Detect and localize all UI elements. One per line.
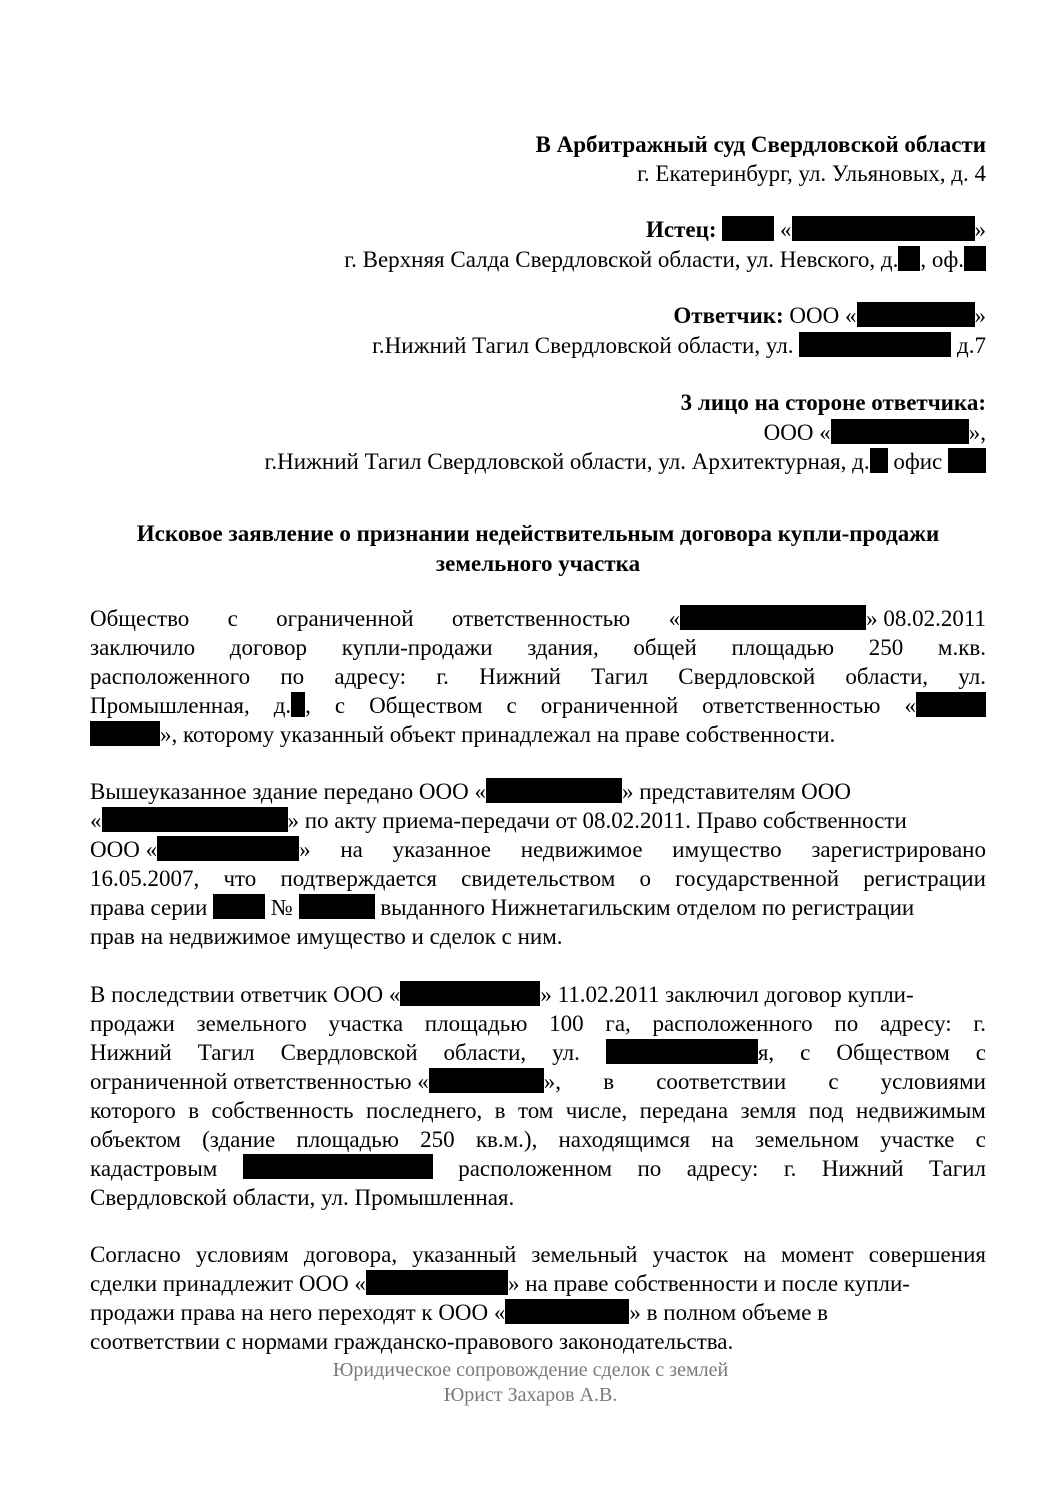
footer-line-1: Юридическое сопровождение сделок с землей [332, 1359, 729, 1381]
text-fragment: » в полном объеме в [629, 1300, 829, 1325]
office-word: офис [893, 449, 943, 474]
text-fragment: », которому указанный объект принадлежал на праве собственности. [160, 722, 836, 747]
redaction-bar [102, 807, 288, 832]
p4-line-2 [90, 1269, 986, 1298]
word: с [334, 693, 346, 718]
word: момент [780, 1242, 854, 1267]
word: соответствии [656, 1069, 787, 1094]
word: передана [639, 1098, 729, 1123]
word: Свердловской [280, 1040, 418, 1065]
word: 100 [549, 1011, 584, 1036]
word: указанный [412, 1242, 517, 1267]
plaintiff-label: Истец: [645, 217, 717, 242]
word: Промышленная, [90, 693, 250, 718]
word: адресу: [686, 1156, 759, 1181]
word: адресу: [334, 664, 407, 689]
p2-line-3 [90, 835, 986, 864]
word: последнего, [365, 1098, 483, 1123]
redacted-group [606, 1038, 774, 1067]
word: д. [273, 693, 292, 718]
defendant-house: д.7 [957, 333, 986, 358]
third-party-org: ООО « [763, 420, 831, 445]
p4-line-3 [90, 1298, 986, 1327]
word: по [637, 1156, 662, 1181]
word: земельном [755, 1127, 859, 1152]
word: Обществом [836, 1040, 950, 1065]
word: имущество [672, 837, 782, 862]
word: адресу: [879, 1011, 952, 1036]
p2-line-5 [90, 893, 986, 922]
text-fragment: продажи права на него переходят к ООО « [90, 1300, 506, 1325]
defendant-address: г.Нижний Тагил Свердловской области, ул. [372, 333, 794, 358]
text-fragment: права серии [90, 895, 208, 920]
word: земельный [531, 1242, 638, 1267]
word: с [975, 1040, 986, 1065]
redaction-bar [291, 692, 305, 717]
word: , [305, 693, 311, 718]
word: Нижний [479, 664, 561, 689]
text-fragment: » на праве собственности и после купли- [507, 1271, 910, 1296]
word: с [800, 1040, 811, 1065]
word: на [743, 1242, 766, 1267]
p1-line-4 [90, 691, 986, 720]
open-quote: « [90, 808, 102, 833]
text-fragment: ООО « [90, 837, 158, 862]
text-fragment: выданного Нижнетагильским отделом по регистрации [380, 895, 915, 920]
word: которого [90, 1098, 176, 1123]
word: земельного [196, 1011, 307, 1036]
redacted-group [274, 691, 311, 720]
word: подтверждается [280, 866, 437, 891]
word: указанное [392, 837, 491, 862]
word: объектом [90, 1127, 181, 1152]
word: под [808, 1098, 844, 1123]
p2-line-2 [90, 806, 986, 835]
word: расположенном [458, 1156, 613, 1181]
redaction-bar [948, 448, 986, 473]
word: в [188, 1098, 200, 1123]
open-quote: « [668, 606, 681, 631]
p1-line-3 [90, 662, 986, 691]
word: свидетельством [461, 866, 616, 891]
page-footer [0, 1358, 1061, 1408]
close-quote: » [974, 303, 986, 328]
word: Нижний [821, 1156, 904, 1181]
word: г. [973, 1011, 986, 1036]
close-quote: » [974, 217, 986, 242]
third-party-address: г.Нижний Тагил Свердловской области, ул. Архитектурная, д. [264, 449, 870, 474]
redaction-bar [243, 1154, 433, 1179]
open-quote: « [780, 217, 792, 242]
p4-line-4: соответствии с нормами гражданско-правового законодательства. [90, 1329, 734, 1354]
word: государственной [675, 866, 840, 891]
court-address: г. Екатеринбург, ул. Ульяновых, д. 4 [637, 161, 986, 186]
third-party-label: 3 лицо на стороне ответчика: [680, 390, 986, 415]
document-title [90, 519, 986, 579]
p3-line-4 [90, 1067, 986, 1096]
office-abbr: , оф. [920, 247, 964, 272]
word: ответственностью [451, 606, 631, 631]
redacted-group [90, 1067, 561, 1096]
title-line-2: земельного участка [435, 551, 641, 576]
word: купли-продажи [341, 635, 493, 660]
redaction-bar [680, 605, 866, 630]
redaction-bar [898, 246, 920, 271]
word: г. [783, 1156, 797, 1181]
redaction-bar [792, 216, 975, 241]
redaction-bar [157, 836, 299, 861]
word: о [639, 866, 651, 891]
p3-line-8: Свердловской области, ул. Промышленная. [90, 1185, 515, 1210]
word: 16.05.2007, [90, 866, 200, 891]
word: договор [229, 635, 308, 660]
redaction-bar [870, 448, 888, 473]
text-fragment: » 11.02.2011 заключил договор купли- [540, 982, 914, 1007]
word: площадью [296, 1127, 399, 1152]
text-fragment: В последствии ответчик ООО « [90, 982, 401, 1007]
word: по [280, 664, 305, 689]
defendant-org: ООО « [789, 303, 857, 328]
redaction-bar [964, 246, 986, 271]
word: га, [605, 1011, 631, 1036]
defendant-line [150, 301, 986, 330]
word: », [543, 1069, 562, 1094]
text-fragment: ограниченной ответственностью « [90, 1069, 429, 1094]
word: г. [436, 664, 449, 689]
p3-line-2 [90, 1009, 986, 1038]
p4-line-1 [90, 1240, 986, 1269]
word: находящимся [558, 1127, 691, 1152]
word: зарегистрировано [811, 837, 986, 862]
redacted-group [90, 835, 311, 864]
plaintiff-address-line [150, 245, 986, 274]
word: ограниченной [276, 606, 414, 631]
text-fragment: » представителям ООО [621, 779, 851, 804]
p1-line-5 [90, 720, 986, 749]
defendant-address-line [150, 331, 986, 360]
word: условиям [195, 1242, 289, 1267]
word: кв.м.), [475, 1127, 538, 1152]
text-fragment: » по акту приема-передачи от 08.02.2011. Право собственности [287, 808, 907, 833]
redaction-bar [429, 1068, 544, 1093]
third-party-line [150, 418, 986, 447]
word: м.кв. [937, 635, 986, 660]
word: Согласно [90, 1242, 181, 1267]
text-fragment: сделки принадлежит ООО « [90, 1271, 366, 1296]
word: ул. [552, 1040, 580, 1065]
word: здания, [527, 635, 599, 660]
word: что [223, 866, 257, 891]
p1-line-1 [90, 604, 986, 633]
word: на [340, 837, 363, 862]
word: области, [845, 664, 929, 689]
p3-line-3 [90, 1038, 986, 1067]
p2-line-4 [90, 864, 986, 893]
redaction-bar [366, 1270, 508, 1295]
word: (здание [202, 1127, 276, 1152]
redaction-bar [486, 778, 622, 803]
word: земля [740, 1098, 797, 1123]
number-sign: № [270, 895, 293, 920]
word: Свердловской [678, 664, 816, 689]
redaction-bar [90, 721, 160, 746]
word: недвижимое [520, 837, 643, 862]
word: регистрации [863, 866, 986, 891]
open-quote: « [904, 693, 916, 718]
p1-line-2 [90, 633, 986, 662]
p2-line-1 [90, 777, 986, 806]
redacted-group [904, 691, 986, 720]
word: Тагил [929, 1156, 986, 1181]
redaction-bar [722, 216, 774, 241]
word: Тагил [591, 664, 649, 689]
word: том [517, 1098, 554, 1123]
p2-line-6: прав на недвижимое имущество и сделок с ним. [90, 924, 563, 949]
redaction-bar [831, 419, 969, 444]
word: расположенного [652, 1011, 813, 1036]
third-party-address-line [150, 447, 986, 476]
word: продажи [90, 1011, 175, 1036]
word: условиями [880, 1069, 986, 1094]
word: Обществом [369, 693, 483, 718]
word: области, [443, 1040, 527, 1065]
defendant-label: Ответчик: [673, 303, 784, 328]
court-name: В Арбитражный суд Свердловской области [535, 132, 986, 157]
word: участок [652, 1242, 729, 1267]
word: кадастровым [90, 1156, 218, 1181]
text-fragment: » 08.02.2011 [866, 606, 986, 631]
word: участка [328, 1011, 404, 1036]
p3-line-6 [90, 1125, 986, 1154]
word: 250 [420, 1127, 455, 1152]
redaction-bar [857, 302, 975, 327]
word: общей [633, 635, 697, 660]
word: 250 [868, 635, 904, 660]
redaction-bar [299, 894, 375, 919]
plaintiff-address: г. Верхняя Салда Свердловской области, ул. Невского, д. [344, 247, 899, 272]
p3-line-1 [90, 980, 986, 1009]
word: я, [757, 1040, 775, 1065]
redacted-group [669, 604, 986, 633]
word: расположенного [90, 664, 251, 689]
word: ул. [958, 664, 986, 689]
word: Общество [90, 606, 190, 631]
p3-line-7 [90, 1154, 986, 1183]
word: договора, [303, 1242, 398, 1267]
word: с [975, 1127, 986, 1152]
word: ограниченной [540, 693, 679, 718]
footer-line-2: Юрист Захаров А.В. [443, 1384, 618, 1406]
word: Тагил [197, 1040, 255, 1065]
p3-line-5 [90, 1096, 986, 1125]
word: Нижний [90, 1040, 172, 1065]
word: недвижимым [856, 1098, 986, 1123]
word: площадью [424, 1011, 528, 1036]
word: в [494, 1098, 506, 1123]
word: заключило [90, 635, 196, 660]
redaction-bar [916, 692, 986, 717]
word: с [227, 606, 238, 631]
close-quote: » [299, 837, 311, 862]
word: числе, [565, 1098, 628, 1123]
close-quote-comma: », [968, 420, 986, 445]
word: с [828, 1069, 839, 1094]
plaintiff-line [150, 215, 986, 244]
word: с [506, 693, 517, 718]
word: площадью [731, 635, 835, 660]
word: совершения [868, 1242, 986, 1267]
redaction-bar [799, 332, 951, 357]
word: собственность [211, 1098, 354, 1123]
word: участке [880, 1127, 955, 1152]
word: ответственностью [702, 693, 881, 718]
word: в [603, 1069, 615, 1094]
redaction-bar [505, 1299, 629, 1324]
redaction-bar [606, 1039, 758, 1064]
redaction-bar [400, 981, 540, 1006]
word: на [711, 1127, 734, 1152]
title-line-1: Исковое заявление о признании недействительным договора купли-продажи [136, 521, 940, 546]
text-fragment: Вышеуказанное здание передано ООО « [90, 779, 486, 804]
word: по [834, 1011, 859, 1036]
redaction-bar [213, 894, 265, 919]
